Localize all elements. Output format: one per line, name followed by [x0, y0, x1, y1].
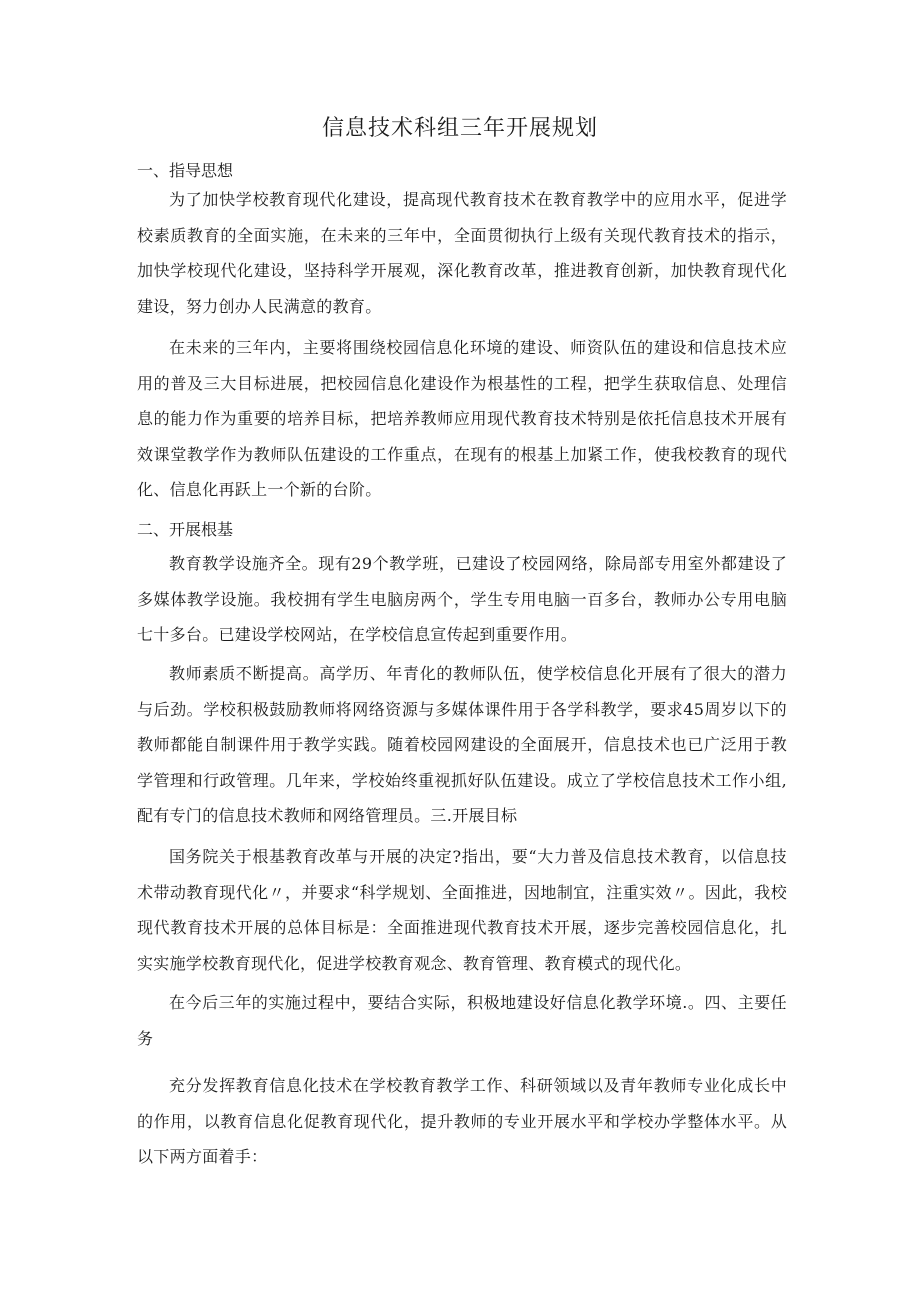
paragraph-teacher-quality: 教师素质不断提高。高学历、年青化的教师队伍，使学校信息化开展有了很大的潜力与后劲。学校积极鼓励教师将网络资源与多媒体课件用于各学科教学，要求45周岁以下的教师都能自制课件用于教学实践。随着校园网建设的全面展开，信息技术也已广泛用于教学管理和行政管理。几年来，学校始终重视抓好队伍建设。成立了学校信息技术工作小组,配有专门的信息技术教师和网络管理员。三.开展目标 [137, 664, 787, 825]
paragraph-guiding-thought-1: 为了加快学校教育现代化建设，提高现代教育技术在教育教学中的应用水平，促进学校素质教育的全面实施，在未来的三年中，全面贯彻执行上级有关现代教育技术的指示，加快学校现代化建设，坚持科学开展观，深化教育改革，推进教育创新，加快教育现代化建设，努力创办人民满意的教育。 [137, 190, 787, 316]
document-title: 信息技术科组三年开展规划 [321, 116, 598, 141]
paragraph-guiding-thought-2: 在未来的三年内，主要将围绕校园信息化环境的建设、师资队伍的建设和信息技术应用的普及三大目标进展，把校园信息化建设作为根基性的工程，把学生获取信息、处理信息的能力作为重要的培养目标，把培养教师应用现代教育技术特别是依托信息技术开展有效课堂教学作为教师队伍建设的工作重点，在现有的根基上加紧工作，使我校教育的现代化、信息化再跃上一个新的台阶。 [137, 338, 787, 499]
paragraph-development-goals: 国务院关于根基教育改革与开展的决定?指出，要“大力普及信息技术教育，以信息技术带动教育现代化〃，并要求“科学规划、全面推进，因地制宜，注重实效〃。因此，我校现代教育技术开展的总体目标是：全面推进现代教育技术开展，逐步完善校园信息化，扎实实施学校教育现代化，促进学校教育观念、教育管理、教育模式的现代化。 [137, 847, 787, 973]
paragraph-facilities: 教育教学设施齐全。现有29个教学班，已建设了校园网络，除局部专用室外都建设了多媒体教学设施。我校拥有学生电脑房两个，学生专用电脑一百多台，教师办公专用电脑七十多台。已建设学校网站，在学校信息宣传起到重要作用。 [137, 554, 787, 644]
paragraph-main-tasks: 充分发挥教育信息化技术在学校教育教学工作、科研领域以及青年教师专业化成长中的作用，以教育信息化促教育现代化，提升教师的专业开展水平和学校办学整体水平。从以下两方面着手： [137, 1076, 787, 1166]
section-heading-foundation: 二、开展根基 [137, 520, 234, 539]
paragraph-implementation: 在今后三年的实施过程中，要结合实际，积极地建设好信息化教学环境.。四、主要任务 [137, 993, 787, 1048]
section-heading-guiding-thought: 一、指导思想 [137, 161, 234, 180]
